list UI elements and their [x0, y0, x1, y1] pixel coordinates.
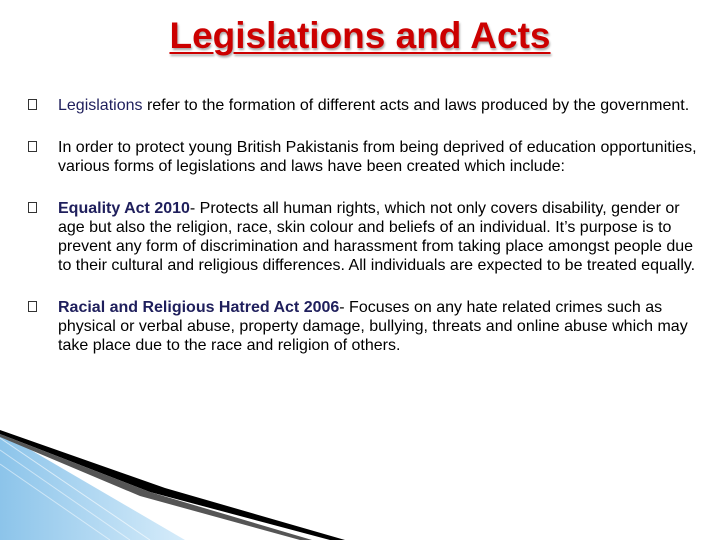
square-bullet-icon	[28, 202, 37, 213]
list-item	[28, 199, 698, 275]
square-bullet-icon	[28, 301, 37, 312]
bullet-term: Legislations	[58, 97, 143, 114]
list-item	[28, 96, 698, 115]
bullet-term: Racial and Religious Hatred Act 2006	[58, 299, 340, 316]
decorative-corner-swoosh	[0, 430, 720, 540]
bullet-term: Equality Act 2010	[58, 200, 190, 217]
square-bullet-icon	[28, 99, 37, 110]
bullet-text: - Focuses on any hate related crimes such as physical or verbal abuse, property damage, bullying, threats and online abuse which may take place due to the race and religion of others.	[58, 299, 688, 354]
square-bullet-icon	[28, 141, 37, 152]
bullet-text: - Protects all human rights, which not only covers disability, gender or age but also the religion, race, skin colour and beliefs of an individual. It’s purpose is to prevent any form of discrimination and harassment from taking place amongst people due to their cultural and religious differences. All individuals are expected to be treated equally.	[58, 200, 696, 274]
list-item	[28, 138, 698, 176]
list-item	[28, 298, 698, 355]
bullet-text: In order to protect young British Pakistanis from being deprived of education opportunities, various forms of legislations and laws have been created which include:	[58, 139, 697, 175]
bullet-text: refer to the formation of different acts and laws produced by the government.	[142, 97, 690, 114]
bullet-list	[28, 96, 698, 378]
page-title: Legislations and Acts	[169, 15, 551, 56]
